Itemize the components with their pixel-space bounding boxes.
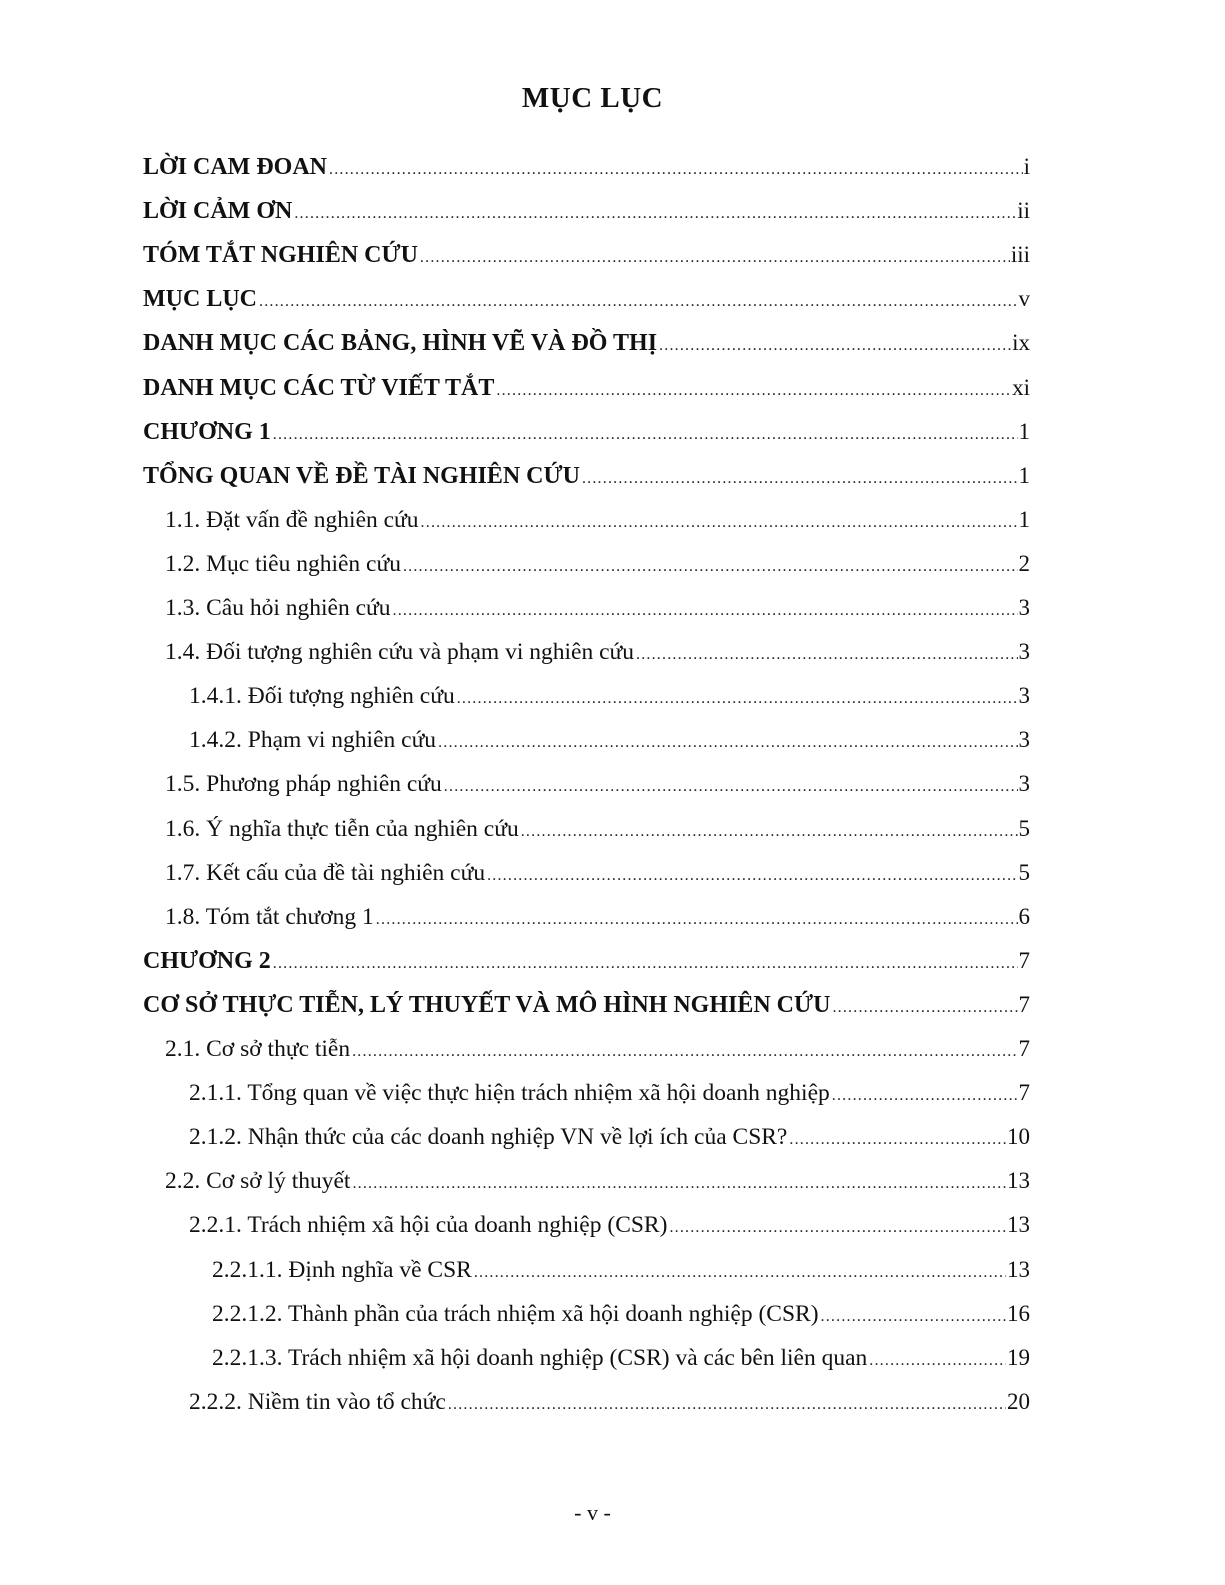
toc-entry-title: 1.3. Câu hỏi nghiên cứu <box>165 595 391 621</box>
toc-entry-title: 1.4. Đối tượng nghiên cứu và phạm vi nghiên cứu <box>165 639 634 666</box>
toc-entry-page: 13 <box>1007 1168 1030 1194</box>
dot-leader <box>474 1264 1006 1282</box>
toc-entry-page: ix <box>1012 330 1030 356</box>
dot-leader <box>438 734 1017 752</box>
dot-leader <box>352 1043 1017 1061</box>
toc-entry[interactable] <box>165 904 1030 944</box>
dot-leader <box>789 1131 1006 1149</box>
toc-entry[interactable] <box>189 1080 1030 1120</box>
toc-entry-title: LỜI CAM ĐOAN <box>143 154 327 180</box>
toc-entry[interactable] <box>212 1257 1030 1297</box>
toc-entry-title: 1.4.1. Đối tượng nghiên cứu <box>189 683 455 710</box>
dot-leader <box>376 911 1018 929</box>
toc-entry[interactable] <box>165 860 1030 900</box>
toc-entry[interactable] <box>212 1345 1030 1385</box>
toc-entry-page: xi <box>1012 374 1030 400</box>
toc-entry[interactable] <box>143 375 1030 415</box>
toc-entry-page: ii <box>1017 198 1030 224</box>
toc-entry-title: 2.2.1. Trách nhiệm xã hội của doanh nghiệp (CSR) <box>189 1212 668 1239</box>
dot-leader <box>421 514 1018 532</box>
dot-leader <box>487 867 1017 885</box>
toc-entry-title: 2.2. Cơ sở lý thuyết <box>165 1168 351 1195</box>
toc-entry[interactable] <box>165 1036 1030 1076</box>
toc-entry[interactable] <box>143 286 1030 326</box>
dot-leader <box>273 955 1018 973</box>
dot-leader <box>636 646 1018 664</box>
toc-entry-page: 6 <box>1018 903 1030 929</box>
toc-entry[interactable] <box>189 1124 1030 1164</box>
toc-entry-page: 1 <box>1018 418 1030 444</box>
dot-leader <box>329 161 1023 179</box>
dot-leader <box>832 999 1017 1017</box>
dot-leader <box>259 293 1018 311</box>
toc-entry-title: 1.4.2. Phạm vi nghiên cứu <box>189 727 437 754</box>
toc-entry[interactable] <box>143 154 1030 194</box>
toc-entry[interactable] <box>189 1389 1030 1429</box>
dot-leader <box>448 1396 1006 1414</box>
toc-entry-page: 1 <box>1018 462 1030 488</box>
page-title: MỤC LỤC <box>521 82 664 114</box>
dot-leader <box>582 470 1018 488</box>
toc-entry-title: CHƯƠNG 2 <box>143 947 271 974</box>
toc-entry-page: 7 <box>1018 991 1030 1017</box>
toc-entry-page: 3 <box>1018 683 1030 709</box>
dot-leader <box>444 778 1018 796</box>
toc-entry-page: iii <box>1010 242 1030 268</box>
dot-leader <box>393 602 1018 620</box>
toc-entry-title: TỔNG QUAN VỀ ĐỀ TÀI NGHIÊN CỨU <box>143 462 580 489</box>
toc-entry-title: 1.5. Phương pháp nghiên cứu <box>165 771 442 798</box>
toc-entry-title: 1.2. Mục tiêu nghiên cứu <box>165 550 401 577</box>
toc-entry-title: 2.2.1.3. Trách nhiệm xã hội doanh nghiệp (CSR) và các bên liên quan <box>212 1344 868 1371</box>
toc-entry[interactable] <box>165 1168 1030 1208</box>
toc-entry[interactable] <box>143 419 1030 459</box>
toc-entry-title: DANH MỤC CÁC BẢNG, HÌNH VẼ VÀ ĐỒ THỊ <box>143 330 658 357</box>
toc-entry-page: 5 <box>1018 815 1030 841</box>
toc-entry-title: 2.1.1. Tổng quan về việc thực hiện trách nhiệm xã hội doanh nghiệp <box>189 1080 830 1107</box>
toc-entry-page: 7 <box>1018 947 1030 973</box>
toc-entry[interactable] <box>165 639 1030 679</box>
dot-leader <box>659 337 1011 355</box>
toc-entry[interactable] <box>165 551 1030 591</box>
toc-entry-page: 2 <box>1018 550 1030 576</box>
toc-entry-title: 1.1. Đặt vấn đề nghiên cứu <box>165 506 419 533</box>
toc-entry-page: 7 <box>1018 1036 1030 1061</box>
toc-entry-title: 2.1.2. Nhận thức của các doanh nghiệp VN về lợi ích của CSR? <box>189 1124 788 1151</box>
toc-entry-page: 20 <box>1007 1388 1030 1414</box>
page-number: - v - <box>574 1500 611 1525</box>
dot-leader <box>521 823 1018 841</box>
dot-leader <box>821 1308 1006 1326</box>
toc-entry[interactable] <box>143 242 1030 282</box>
toc-entry-page: 3 <box>1018 771 1030 797</box>
toc-entry-title: TÓM TẮT NGHIÊN CỨU <box>143 242 418 269</box>
toc-entry-page: 16 <box>1007 1300 1030 1326</box>
toc-entry-page: 3 <box>1018 639 1030 665</box>
toc-entry-page: i <box>1023 154 1030 179</box>
toc-entry-title: MỤC LỤC <box>143 286 257 313</box>
toc-entry-title: 1.6. Ý nghĩa thực tiễn của nghiên cứu <box>165 815 519 842</box>
toc-entry-title: 1.8. Tóm tắt chương 1 <box>165 903 374 930</box>
toc-entry-title: CƠ SỞ THỰC TIỄN, LÝ THUYẾT VÀ MÔ HÌNH NGHIÊN CỨU <box>143 991 831 1018</box>
toc-entry[interactable] <box>189 683 1030 723</box>
toc-entry-title: DANH MỤC CÁC TỪ VIẾT TẮT <box>143 374 495 401</box>
toc-entry-page: v <box>1018 286 1030 312</box>
dot-leader <box>420 249 1010 267</box>
toc-entry-title: 2.1. Cơ sở thực tiễn <box>165 1036 351 1062</box>
toc-entry-title: LỜI CẢM ƠN <box>143 198 293 225</box>
toc-entry-page: 7 <box>1018 1080 1030 1106</box>
toc-entry[interactable] <box>143 948 1030 988</box>
toc-entry-page: 5 <box>1018 859 1030 885</box>
dot-leader <box>403 558 1018 576</box>
toc-entry[interactable] <box>143 198 1030 238</box>
toc-entry-page: 19 <box>1007 1344 1030 1370</box>
toc-entry[interactable] <box>165 507 1030 547</box>
toc-entry-title: 1.7. Kết cấu của đề tài nghiên cứu <box>165 859 486 886</box>
toc-entry-page: 10 <box>1007 1124 1030 1150</box>
toc-entry-page: 1 <box>1018 506 1030 532</box>
toc-entry[interactable] <box>165 771 1030 811</box>
toc-entry-title: 2.2.1.1. Định nghĩa về CSR <box>212 1256 472 1283</box>
toc-entry[interactable] <box>143 992 1030 1032</box>
toc-entry-page: 3 <box>1018 727 1030 753</box>
toc-entry-title: 2.2.2. Niềm tin vào tổ chức <box>189 1388 446 1415</box>
dot-leader <box>496 382 1011 400</box>
toc-entry-page: 13 <box>1007 1256 1030 1282</box>
dot-leader <box>273 426 1018 444</box>
toc-entry[interactable] <box>189 1212 1030 1252</box>
toc-entry[interactable] <box>165 595 1030 635</box>
dot-leader <box>457 690 1018 708</box>
dot-leader <box>869 1352 1006 1370</box>
toc-entry[interactable] <box>212 1301 1030 1341</box>
dot-leader <box>832 1087 1018 1105</box>
toc-entry-title: CHƯƠNG 1 <box>143 418 271 445</box>
dot-leader <box>352 1175 1006 1193</box>
toc-entry-page: 13 <box>1007 1212 1030 1238</box>
toc-entry[interactable] <box>143 463 1030 503</box>
dot-leader <box>294 205 1016 223</box>
toc-entry-page: 3 <box>1018 595 1030 620</box>
toc-entry[interactable] <box>189 727 1030 767</box>
toc-entry[interactable] <box>143 330 1030 370</box>
toc-entry[interactable] <box>165 816 1030 856</box>
dot-leader <box>669 1219 1006 1237</box>
toc-entry-title: 2.2.1.2. Thành phần của trách nhiệm xã hội doanh nghiệp (CSR) <box>212 1300 819 1327</box>
